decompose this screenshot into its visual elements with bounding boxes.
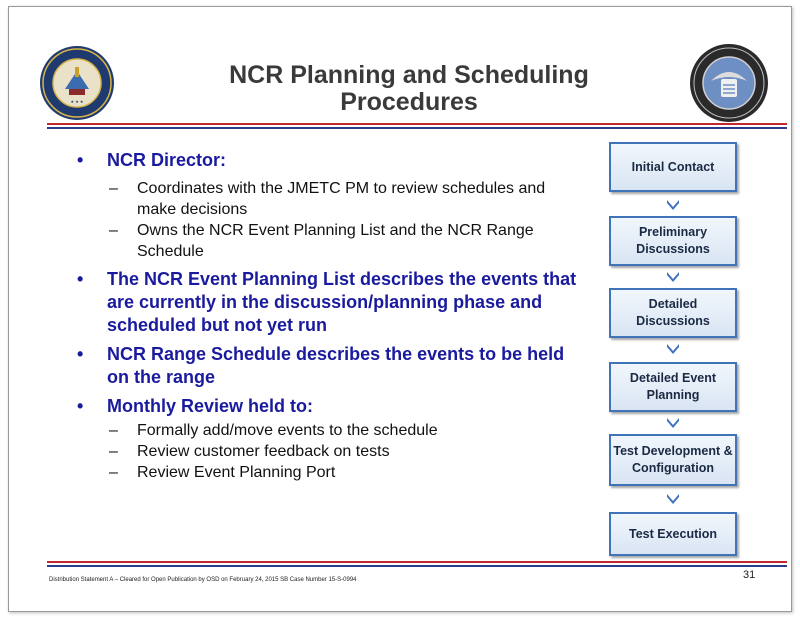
down-arrow-icon: [663, 338, 683, 358]
down-arrow-icon: [663, 266, 683, 286]
title-line-2: Procedures: [340, 88, 478, 116]
flow-step-detailed-discussions: Detailed Discussions: [609, 288, 737, 338]
sub-bullet: – Review customer feedback on tests: [109, 443, 390, 460]
national-cyber-range-seal-icon: [689, 43, 769, 123]
test-resource-management-center-seal-icon: [39, 45, 115, 121]
sub-bullet: – Owns the NCR Event Planning List and the NCR Range Schedule: [109, 222, 534, 260]
svg-text:★ ★ ★: ★ ★ ★: [70, 99, 84, 104]
flow-step-initial-contact: Initial Contact: [609, 142, 737, 192]
bottom-rule-blue: [47, 565, 787, 567]
sub-bullet: – Coordinates with the JMETC PM to review schedules and make decisions: [109, 180, 546, 218]
top-rule-red: [47, 123, 787, 125]
page-number: 31: [743, 569, 756, 581]
bottom-rule-red: [47, 561, 787, 563]
bullet-event-planning-list: • The NCR Event Planning List describes the events that are currently in the discussion/planning phase and scheduled but not yet run: [77, 269, 577, 335]
down-arrow-icon: [663, 412, 683, 432]
flow-step-detailed-event-planning: Detailed Event Planning: [609, 362, 737, 412]
sub-bullet: – Formally add/move events to the schedule: [109, 422, 438, 439]
distribution-statement: Distribution Statement A – Cleared for Open Publication by OSD on February 24, 2015 SB Case Number 15-S-0994: [49, 577, 357, 583]
flow-step-preliminary-discussions: Preliminary Discussions: [609, 216, 737, 266]
bullet-range-schedule: • NCR Range Schedule describes the events to be held on the range: [77, 344, 565, 387]
down-arrow-icon: [663, 194, 683, 214]
down-arrow-icon: [663, 488, 683, 508]
slide: [8, 6, 792, 612]
bullet-monthly-review: • Monthly Review held to:: [77, 396, 314, 416]
sub-bullet: – Review Event Planning Port: [109, 464, 336, 481]
title-line-1: NCR Planning and Scheduling: [229, 61, 589, 89]
top-rule-blue: [47, 127, 787, 129]
bullet-ncr-director: • NCR Director:: [77, 150, 227, 170]
bullet-list: [67, 149, 587, 489]
page-title: [179, 62, 639, 116]
flow-step-test-development: Test Development & Configuration: [609, 434, 737, 486]
flow-step-test-execution: Test Execution: [609, 512, 737, 556]
